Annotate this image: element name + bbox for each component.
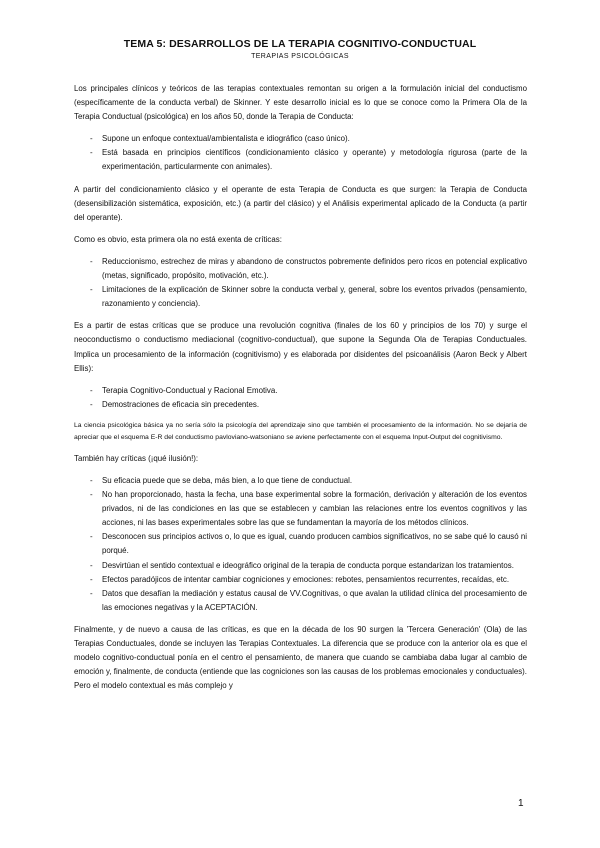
bullet-list-3	[74, 384, 527, 412]
list-item: - Efectos paradójicos de intentar cambiar cogniciones y emociones: rebotes, pensamientos recurrentes, recaídas, etc.	[74, 573, 527, 587]
bullet-list-1	[74, 132, 527, 174]
list-item: - Demostraciones de eficacia sin precedentes.	[74, 398, 527, 412]
paragraph-3: Como es obvio, esta primera ola no está exenta de críticas:	[74, 234, 282, 244]
list-item: - No han proporcionado, hasta la fecha, una base experimental sobre la formación, derivación y alteración de los eventos privados, ni de las condiciones en las que se establecen y cambian las relaciones entre los eventos cognitivos y las acciones, ni las bases experimentales sobre las que se fundamentan la mayoría de los métodos clínicos.	[74, 488, 527, 530]
paragraph-4: Es a partir de estas críticas que se produce una revolución cognitiva (finales de los 60 y principios de los 70) y surge el neoconductismo o conductismo mediacional (cognitivo-conductual), que supone la Segunda Ola de Terapias Conductuales. Implica un procesamiento de la información (cognitivismo) y es elaborada por disidentes del psicoanálisis (Aaron Beck y Albert Ellis):	[74, 321, 527, 373]
list-item: - Está basada en principios científicos (condicionamiento clásico y operante) y metodología rigurosa (parte de la experimentación, particularmente con animales).	[74, 146, 527, 174]
list-item: - Desconocen sus principios activos o, lo que es igual, cuando producen cambios significativos, no se sabe qué lo causó ni porqué.	[74, 530, 527, 558]
list-item: - Desvirtúan el sentido contextual e ideográfico original de la terapia de conducta porque estandarizan los tratamientos.	[74, 559, 527, 573]
list-item: - Terapia Cognitivo-Conductual y Racional Emotiva.	[74, 384, 527, 398]
list-item: - Su eficacia puede que se deba, más bien, a lo que tiene de conductual.	[74, 474, 527, 488]
list-item: - Reduccionismo, estrechez de miras y abandono de constructos pobremente definidos pero ricos en potencial explicativo (metas, significado, propósito, motivación, etc.).	[74, 255, 527, 283]
bullet-list-2	[74, 255, 527, 311]
list-item: - Supone un enfoque contextual/ambientalista e idiográfico (caso único).	[74, 132, 527, 146]
paragraph-2: A partir del condicionamiento clásico y el operante de esta Terapia de Conducta es que surgen: la Terapia de Conducta (desensibilización sistemática, exposición, etc.) (a partir del clásico) y el Análisis experimental aplicado de la Conducta (a partir del operante).	[74, 184, 527, 222]
document-title: TEMA 5: DESARROLLOS DE LA TERAPIA COGNITIVO-CONDUCTUAL	[123, 38, 477, 50]
paragraph-1: Los principales clínicos y teóricos de las terapias contextuales remontan su origen a la formulación inicial del conductismo (específicamente de la conducta verbal) de Skinner. Y este desarrollo inicial es lo que se conoce como la Primera Ola de la Terapia Conductual (psicológica) en los años 50, donde la Terapia de Conducta:	[74, 84, 527, 122]
list-item: - Limitaciones de la explicación de Skinner sobre la conducta verbal y, general, sobre los eventos privados (pensamiento, razonamiento y conciencia).	[74, 283, 527, 311]
paragraph-6: También hay críticas (¡qué ilusión!):	[74, 453, 199, 463]
paragraph-7: Finalmente, y de nuevo a causa de las críticas, es que en la década de los 90 surgen la 'Tercera Generación' (Ola) de las Terapias Conductuales, donde se incluyen las Terapias Contextuales. La diferencia que se produce con la anterior ola es que el modelo cognitivo-conductual ponía en el centro el pensamiento, de manera que cuando se cambiaba daba lugar al cambio de emoción y, finalmente, de conducta (entiende que las cogniciones son las causas de los problemas emocionales y conductuales). Pero el modelo contextual es más complejo y	[74, 624, 527, 691]
document-subtitle: TERAPIAS PSICOLÓGICAS	[251, 53, 349, 60]
list-item: - Datos que desafían la mediación y estatus causal de VV.Cognitivas, o que avalan la utilidad clínica del procesamiento de las emociones negativas y la ACEPTACIÓN.	[74, 587, 527, 615]
note-paragraph: La ciencia psicológica básica ya no sería sólo la psicología del aprendizaje sino que también el procesamiento de la información. No se dejaría de apreciar que el esquema E-R del conductismo pavloviano-watsoniano se aviene perfectamente con el esquema Input-Output del cognitivismo.	[74, 421, 527, 441]
bullet-list-4	[74, 474, 527, 615]
page-number: 1	[518, 798, 524, 809]
document-body	[74, 82, 527, 701]
